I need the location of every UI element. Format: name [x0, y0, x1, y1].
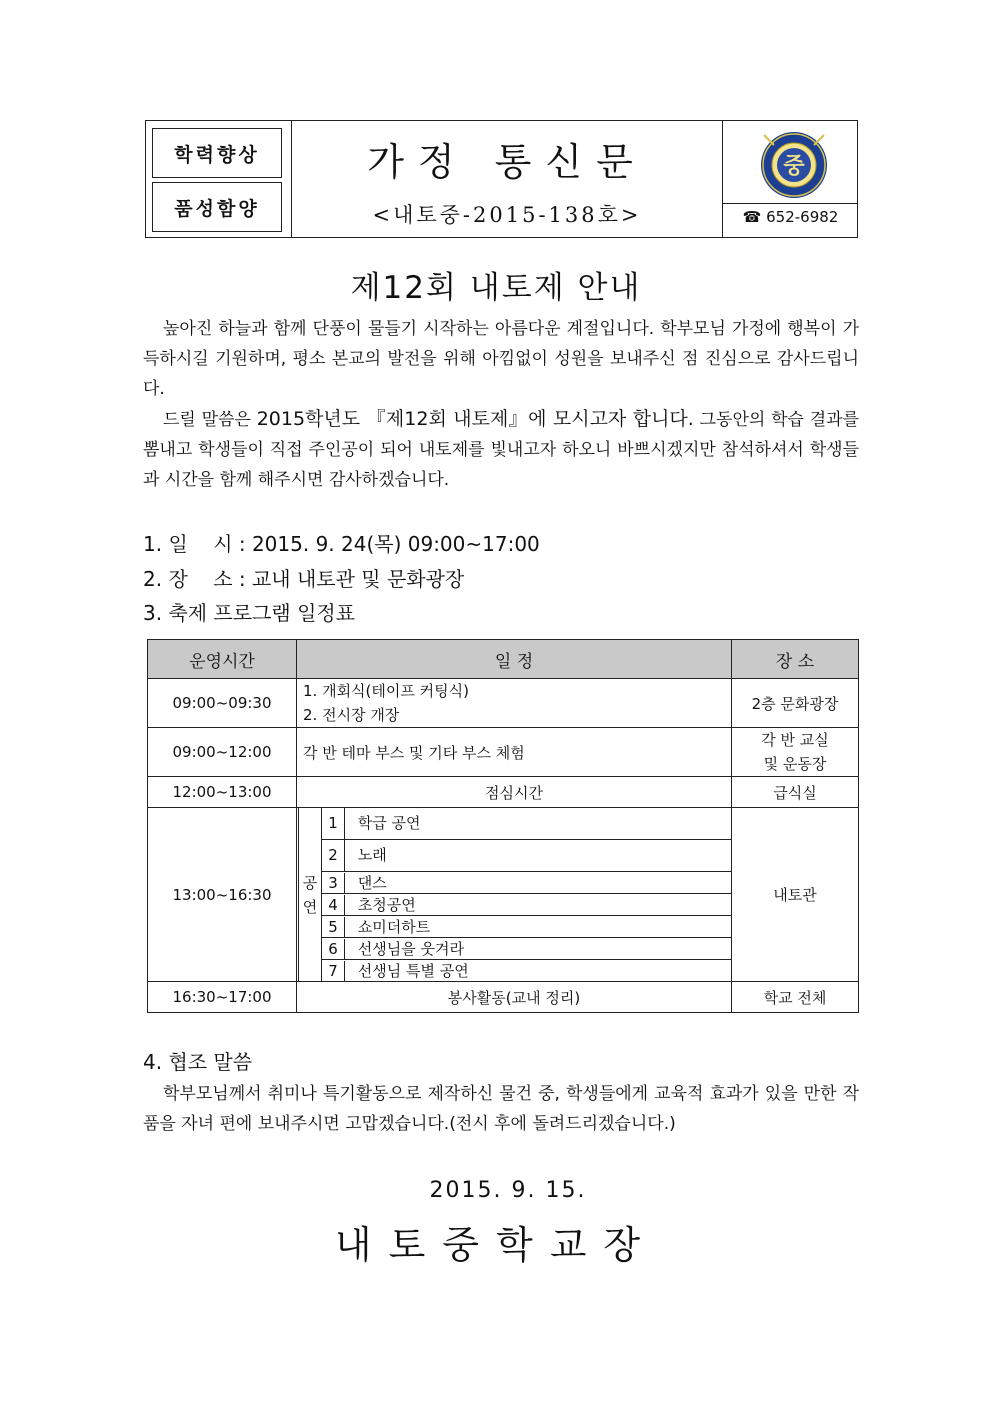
column-header: 운영시간	[148, 640, 297, 679]
performance-label: 공 연	[299, 808, 322, 982]
letter-header	[145, 120, 858, 238]
schedule-table	[147, 639, 859, 1013]
issue-number: <내토중-2015-138호>	[372, 203, 642, 227]
table-row	[148, 808, 859, 840]
table-row	[148, 982, 859, 1013]
principal-signature: 내토중학교장	[334, 1223, 658, 1267]
schedule-cell: 점심시간	[297, 777, 732, 808]
phone-number: ☎ 652-6982	[742, 208, 839, 226]
intro-paragraph-1: 높아진 하늘과 함께 단풍이 물들기 시작하는 아름다운 계절입니다. 학부모님 가정에 행복이 가득하시길 기원하며, 평소 본교의 발전을 위해 아낌없이 성원을 보내주신 점 진심으로 감사드립니다.	[143, 319, 859, 399]
place-cell: 내토관	[732, 808, 859, 982]
performance-row: 5 쇼미더하트	[322, 916, 732, 938]
table-header-row	[148, 640, 859, 679]
svg-text:중: 중	[783, 154, 805, 179]
event-place: 2. 장 소 : 교내 내토관 및 문화광장	[143, 567, 465, 591]
school-logo	[758, 129, 830, 201]
column-header: 장 소	[732, 640, 859, 679]
time-cell: 13:00~16:30	[148, 808, 297, 982]
schedule-cell: 각 반 테마 부스 및 기타 부스 체험	[297, 728, 732, 777]
performance-row: 7 선생님 특별 공연	[322, 960, 732, 982]
place-cell: 학교 전체	[732, 982, 859, 1013]
time-cell: 09:00~12:00	[148, 728, 297, 777]
invitation-highlight: 2015학년도 『제12회 내토제』에 모시고자 합니다.	[256, 408, 694, 430]
column-header: 일 정	[297, 640, 732, 679]
program-heading: 3. 축제 프로그램 일정표	[143, 601, 356, 625]
header-divider	[722, 121, 723, 237]
time-cell: 12:00~13:00	[148, 777, 297, 808]
place-cell: 각 반 교실 및 운동장	[732, 728, 859, 777]
table-row	[148, 728, 859, 777]
intro-paragraph-2: 드릴 말씀은 2015학년도 『제12회 내토제』에 모시고자 합니다. 그동안의 학습 결과를 뽐내고 학생들이 직접 주인공이 되어 내토제를 빛내고자 하오니 바쁘시겠지만 참석하셔서 학생들과 시간을 함께 해주시면 감사하겠습니다.	[143, 408, 859, 490]
cooperation-heading: 4. 협조 말씀	[143, 1050, 253, 1074]
phone-icon: ☎	[742, 208, 762, 226]
newsletter-title: 가정 통신문	[367, 140, 647, 184]
performance-row: 6 선생님을 웃겨라	[322, 938, 732, 960]
time-cell: 09:00~09:30	[148, 679, 297, 728]
schedule-cell: 봉사활동(교내 정리)	[297, 982, 732, 1013]
event-date: 1. 일 시 : 2015. 9. 24(목) 09:00~17:00	[143, 532, 540, 556]
motto-1: 학력향상	[152, 128, 282, 178]
time-cell: 16:30~17:00	[148, 982, 297, 1013]
header-divider	[722, 203, 857, 204]
performance-row: 2 노래	[322, 840, 732, 872]
place-cell: 2층 문화광장	[732, 679, 859, 728]
table-row	[148, 777, 859, 808]
performance-row: 3 댄스	[322, 872, 732, 894]
document-title: 제12회 내토제 안내	[350, 270, 642, 306]
place-cell: 급식실	[732, 777, 859, 808]
schedule-cell: 1. 개회식(테이프 커팅식) 2. 전시장 개장	[297, 679, 732, 728]
motto-2: 품성함양	[152, 182, 282, 232]
performance-row: 1 학급 공연	[322, 808, 732, 840]
issue-date: 2015. 9. 15.	[429, 1178, 587, 1203]
performance-row: 4 초청공연	[322, 894, 732, 916]
cooperation-text: 학부모님께서 취미나 특기활동으로 제작하신 물건 중, 학생들에게 교육적 효과가 있을 만한 작품을 자녀 편에 보내주시면 고맙겠습니다.(전시 후에 돌려드리겠습니다.)	[143, 1084, 859, 1134]
table-row	[148, 679, 859, 728]
